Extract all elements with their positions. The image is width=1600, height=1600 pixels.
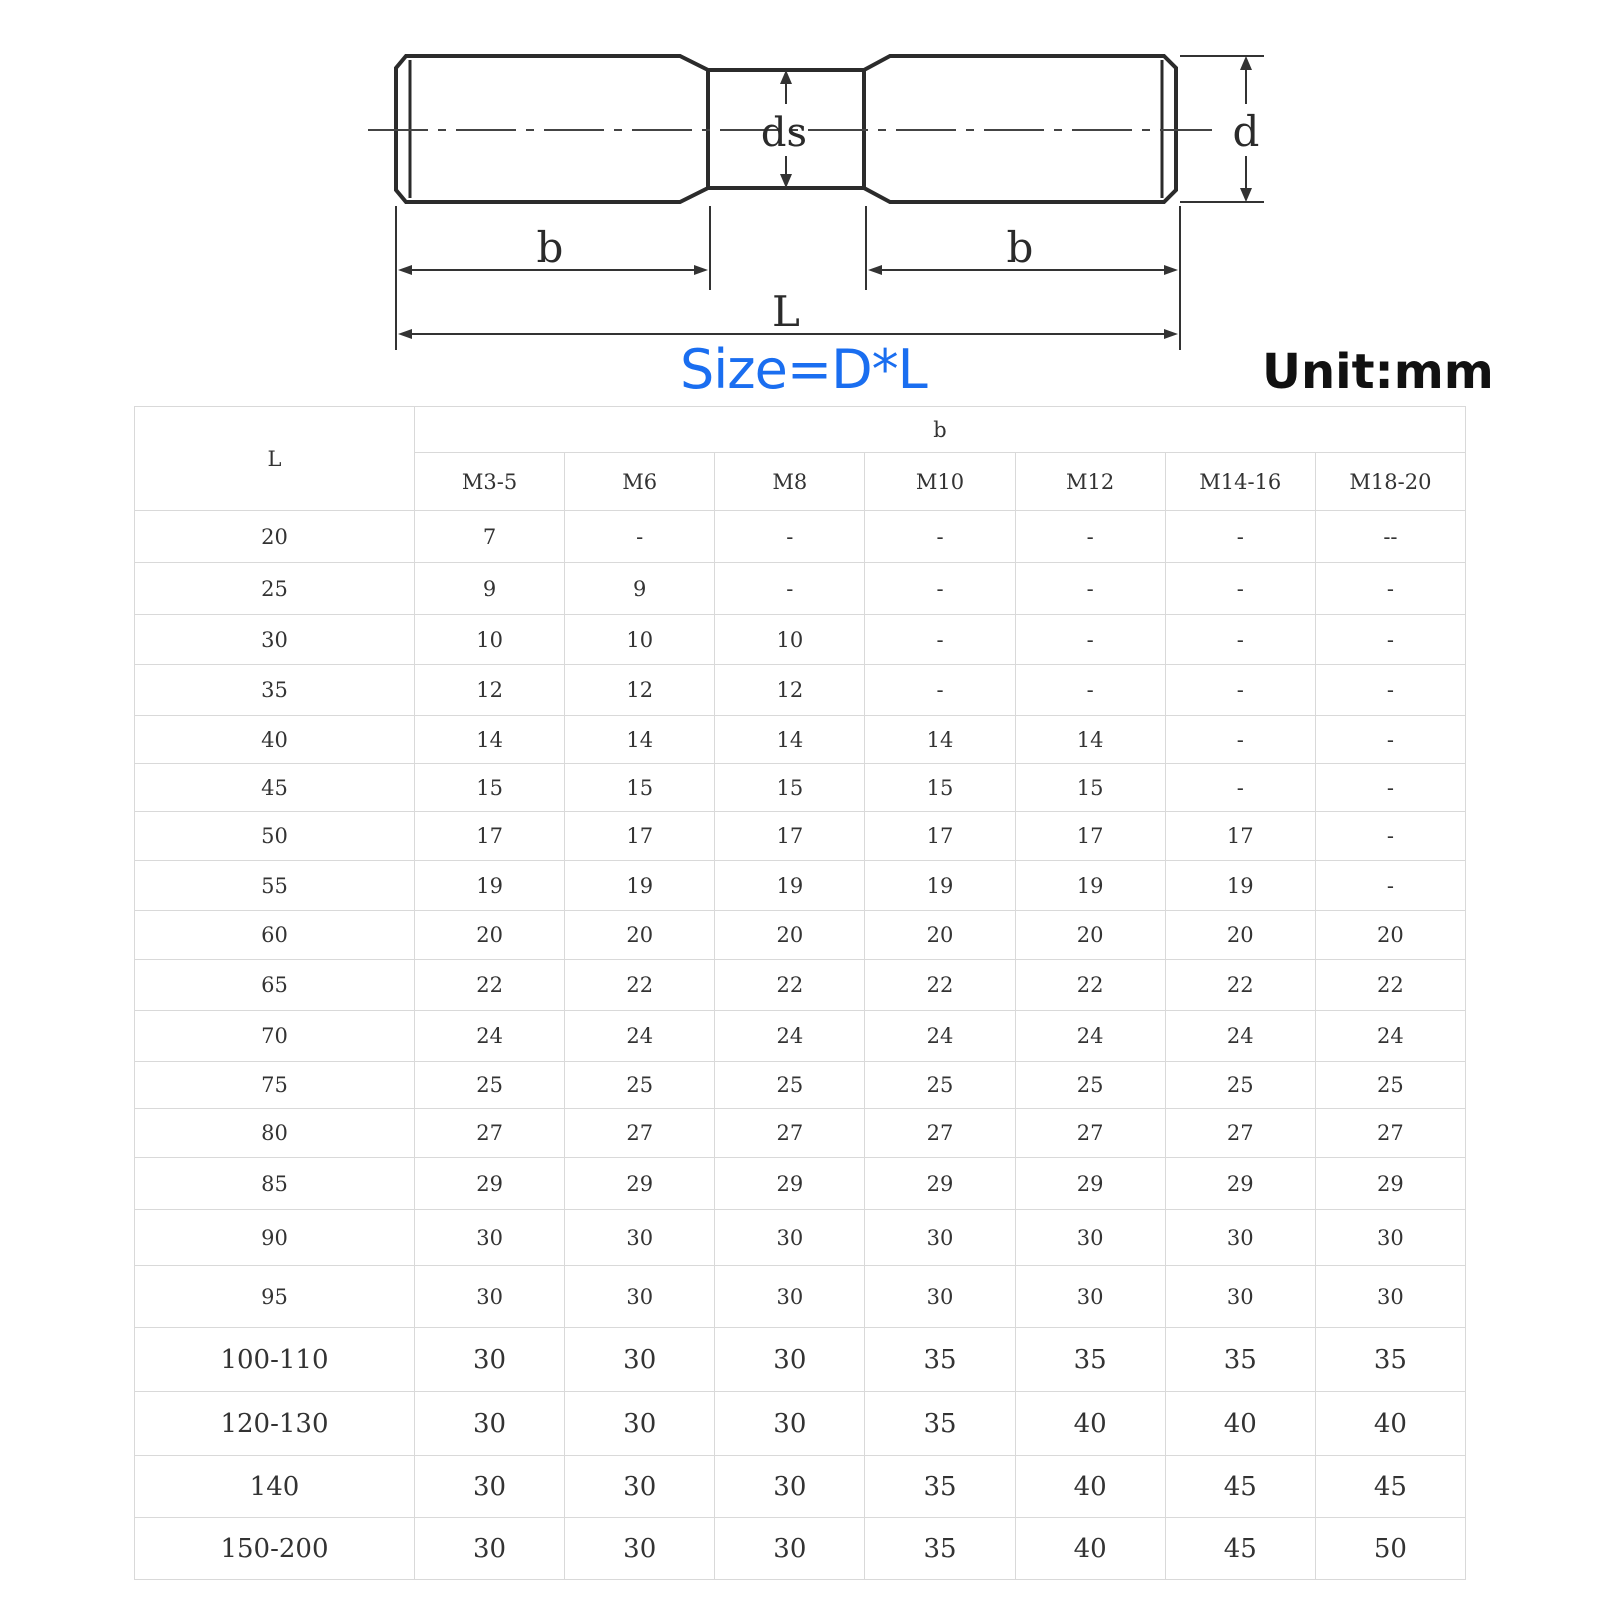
b-left-label: b <box>536 223 564 272</box>
thread-length-cell: 15 <box>715 764 865 812</box>
thread-length-cell: 24 <box>1015 1011 1165 1062</box>
thread-length-cell: 10 <box>415 615 565 665</box>
d-label: d <box>1232 107 1260 156</box>
thread-length-cell: 20 <box>715 911 865 960</box>
thread-length-cell: - <box>565 511 715 563</box>
thread-length-cell: - <box>715 563 865 615</box>
thread-length-cell: 17 <box>565 812 715 861</box>
thread-length-cell: 22 <box>565 960 715 1011</box>
thread-length-cell: 12 <box>565 665 715 716</box>
thread-length-cell: 29 <box>865 1158 1015 1210</box>
row-header-L: L <box>135 407 415 511</box>
thread-length-cell: - <box>715 511 865 563</box>
row-length-cell: 85 <box>135 1158 415 1210</box>
thread-length-cell: 45 <box>1165 1518 1315 1580</box>
thread-length-cell: 30 <box>1165 1210 1315 1266</box>
thread-length-cell: 14 <box>715 716 865 764</box>
thread-length-cell: 25 <box>565 1062 715 1109</box>
row-length-cell: 40 <box>135 716 415 764</box>
column-header: M12 <box>1015 453 1165 511</box>
row-length-cell: 80 <box>135 1109 415 1158</box>
thread-length-cell: 20 <box>1015 911 1165 960</box>
thread-length-cell: 29 <box>1165 1158 1315 1210</box>
thread-length-cell: 14 <box>865 716 1015 764</box>
thread-length-cell: 35 <box>1015 1328 1165 1392</box>
thread-length-cell: 25 <box>715 1062 865 1109</box>
thread-length-cell: 19 <box>565 861 715 911</box>
thread-length-cell: 30 <box>565 1518 715 1580</box>
column-header: M3-5 <box>415 453 565 511</box>
unit-label: Unit:mm <box>1262 344 1494 400</box>
thread-length-cell: 27 <box>1015 1109 1165 1158</box>
thread-length-cell: 22 <box>865 960 1015 1011</box>
table-row <box>135 563 1466 615</box>
thread-length-cell: 22 <box>415 960 565 1011</box>
thread-length-cell: 12 <box>415 665 565 716</box>
row-length-cell: 75 <box>135 1062 415 1109</box>
thread-length-cell: 22 <box>1015 960 1165 1011</box>
thread-length-cell: 17 <box>1015 812 1165 861</box>
thread-length-cell: 30 <box>415 1266 565 1328</box>
thread-length-cell: 30 <box>1315 1266 1465 1328</box>
thread-length-cell: 27 <box>565 1109 715 1158</box>
thread-length-cell: 24 <box>865 1011 1015 1062</box>
thread-length-cell: 35 <box>865 1328 1015 1392</box>
thread-length-cell: 25 <box>1165 1062 1315 1109</box>
table-row <box>135 1518 1466 1580</box>
thread-length-cell: - <box>1165 665 1315 716</box>
thread-length-cell: 25 <box>415 1062 565 1109</box>
column-header: M18-20 <box>1315 453 1465 511</box>
thread-length-cell: 30 <box>865 1266 1015 1328</box>
column-header: M6 <box>565 453 715 511</box>
thread-length-cell: 27 <box>715 1109 865 1158</box>
thread-length-cell: - <box>865 511 1015 563</box>
size-formula-label: Size=D*L <box>680 338 927 401</box>
group-header-b: b <box>415 407 1466 453</box>
thread-length-cell: 20 <box>1165 911 1315 960</box>
table-row <box>135 911 1466 960</box>
table-row <box>135 665 1466 716</box>
thread-length-cell: 25 <box>1015 1062 1165 1109</box>
table-row <box>135 1062 1466 1109</box>
thread-length-cell: - <box>865 563 1015 615</box>
thread-length-cell: 17 <box>715 812 865 861</box>
table-row <box>135 1328 1466 1392</box>
thread-length-cell: 17 <box>1165 812 1315 861</box>
thread-length-cell: 20 <box>415 911 565 960</box>
thread-length-cell: 30 <box>715 1210 865 1266</box>
thread-length-cell: 9 <box>565 563 715 615</box>
thread-length-cell: - <box>1315 764 1465 812</box>
thread-length-cell: 30 <box>565 1392 715 1456</box>
thread-length-cell: 30 <box>415 1456 565 1518</box>
thread-length-cell: 30 <box>715 1518 865 1580</box>
thread-length-cell: 22 <box>1315 960 1465 1011</box>
thread-length-cell: 24 <box>1165 1011 1315 1062</box>
thread-length-cell: - <box>1315 563 1465 615</box>
thread-length-cell: - <box>1165 716 1315 764</box>
thread-length-cell: 30 <box>715 1392 865 1456</box>
thread-length-cell: 40 <box>1015 1518 1165 1580</box>
row-length-cell: 70 <box>135 1011 415 1062</box>
thread-length-cell: 27 <box>415 1109 565 1158</box>
thread-length-cell: 30 <box>715 1456 865 1518</box>
thread-length-cell: - <box>1315 615 1465 665</box>
thread-length-cell: 19 <box>415 861 565 911</box>
thread-length-cell: 29 <box>1015 1158 1165 1210</box>
thread-length-cell: - <box>1015 511 1165 563</box>
table-row <box>135 960 1466 1011</box>
table-row <box>135 764 1466 812</box>
thread-length-cell: - <box>1315 812 1465 861</box>
thread-length-cell: 35 <box>1315 1328 1465 1392</box>
thread-length-cell: 17 <box>415 812 565 861</box>
thread-length-cell: 14 <box>565 716 715 764</box>
row-length-cell: 45 <box>135 764 415 812</box>
row-length-cell: 20 <box>135 511 415 563</box>
thread-length-cell: 30 <box>865 1210 1015 1266</box>
thread-length-cell: 35 <box>865 1392 1015 1456</box>
row-length-cell: 90 <box>135 1210 415 1266</box>
thread-length-cell: 30 <box>565 1328 715 1392</box>
thread-length-cell: - <box>1015 615 1165 665</box>
thread-length-cell: 24 <box>415 1011 565 1062</box>
thread-length-cell: 40 <box>1315 1392 1465 1456</box>
thread-length-cell: 17 <box>865 812 1015 861</box>
column-header: M10 <box>865 453 1015 511</box>
thread-length-cell: 7 <box>415 511 565 563</box>
thread-length-cell: 29 <box>1315 1158 1465 1210</box>
thread-length-cell: 24 <box>1315 1011 1465 1062</box>
row-length-cell: 60 <box>135 911 415 960</box>
row-length-cell: 140 <box>135 1456 415 1518</box>
thread-length-cell: 30 <box>565 1456 715 1518</box>
thread-length-cell: 30 <box>1165 1266 1315 1328</box>
row-length-cell: 100-110 <box>135 1328 415 1392</box>
thread-length-cell: 19 <box>715 861 865 911</box>
table-row <box>135 1011 1466 1062</box>
thread-length-cell: 30 <box>1015 1210 1165 1266</box>
thread-length-cell: 45 <box>1165 1456 1315 1518</box>
thread-length-cell: - <box>1165 511 1315 563</box>
thread-length-cell: 15 <box>1015 764 1165 812</box>
thread-length-cell: 29 <box>565 1158 715 1210</box>
thread-length-cell: - <box>1015 563 1165 615</box>
thread-length-cell: 40 <box>1015 1392 1165 1456</box>
row-length-cell: 95 <box>135 1266 415 1328</box>
thread-length-cell: 35 <box>1165 1328 1315 1392</box>
thread-length-cell: 30 <box>1315 1210 1465 1266</box>
thread-length-cell: 14 <box>1015 716 1165 764</box>
thread-length-cell: - <box>865 615 1015 665</box>
thread-length-cell: 24 <box>565 1011 715 1062</box>
thread-length-cell: 20 <box>1315 911 1465 960</box>
thread-length-cell: - <box>1015 665 1165 716</box>
row-length-cell: 30 <box>135 615 415 665</box>
thread-length-cell: 24 <box>715 1011 865 1062</box>
thread-length-cell: 10 <box>715 615 865 665</box>
dimension-table <box>134 406 1466 1580</box>
thread-length-cell: 45 <box>1315 1456 1465 1518</box>
table-row <box>135 812 1466 861</box>
thread-length-cell: 35 <box>865 1456 1015 1518</box>
thread-length-cell: - <box>1165 615 1315 665</box>
table-row <box>135 1109 1466 1158</box>
b-right-label: b <box>1006 223 1034 272</box>
row-length-cell: 50 <box>135 812 415 861</box>
thread-length-cell: - <box>1315 861 1465 911</box>
table-row <box>135 615 1466 665</box>
table-row <box>135 1210 1466 1266</box>
row-length-cell: 150-200 <box>135 1518 415 1580</box>
table-body <box>135 511 1466 1580</box>
ds-label: ds <box>760 110 808 156</box>
thread-length-cell: - <box>1165 764 1315 812</box>
thread-length-cell: 30 <box>565 1210 715 1266</box>
row-length-cell: 35 <box>135 665 415 716</box>
thread-length-cell: 20 <box>565 911 715 960</box>
thread-length-cell: - <box>1315 665 1465 716</box>
row-length-cell: 55 <box>135 861 415 911</box>
thread-length-cell: 12 <box>715 665 865 716</box>
thread-length-cell: 27 <box>1315 1109 1465 1158</box>
thread-length-cell: 9 <box>415 563 565 615</box>
thread-length-cell: 30 <box>415 1328 565 1392</box>
thread-length-cell: 14 <box>415 716 565 764</box>
thread-length-cell: 19 <box>865 861 1015 911</box>
thread-length-cell: 40 <box>1165 1392 1315 1456</box>
stud-bolt-drawing <box>0 0 1600 360</box>
thread-length-cell: 15 <box>865 764 1015 812</box>
thread-length-cell: 30 <box>415 1210 565 1266</box>
thread-length-cell: 22 <box>715 960 865 1011</box>
thread-length-cell: 15 <box>415 764 565 812</box>
thread-length-cell: 10 <box>565 615 715 665</box>
thread-length-cell: -- <box>1315 511 1465 563</box>
thread-length-cell: 29 <box>415 1158 565 1210</box>
thread-length-cell: - <box>1165 563 1315 615</box>
thread-length-cell: 30 <box>715 1328 865 1392</box>
table-row <box>135 511 1466 563</box>
dimension-table-container <box>134 406 1466 1580</box>
table-row <box>135 1392 1466 1456</box>
thread-length-cell: 30 <box>715 1266 865 1328</box>
thread-length-cell: 15 <box>565 764 715 812</box>
thread-length-cell: 25 <box>865 1062 1015 1109</box>
thread-length-cell: 20 <box>865 911 1015 960</box>
L-label: L <box>772 287 800 336</box>
column-header: M14-16 <box>1165 453 1315 511</box>
table-row <box>135 1456 1466 1518</box>
thread-length-cell: 30 <box>415 1392 565 1456</box>
thread-length-cell: 30 <box>1015 1266 1165 1328</box>
table-row <box>135 1266 1466 1328</box>
thread-length-cell: 50 <box>1315 1518 1465 1580</box>
thread-length-cell: 19 <box>1165 861 1315 911</box>
thread-length-cell: 40 <box>1015 1456 1165 1518</box>
thread-length-cell: 22 <box>1165 960 1315 1011</box>
thread-length-cell: 30 <box>415 1518 565 1580</box>
thread-length-cell: 30 <box>565 1266 715 1328</box>
thread-length-cell: 27 <box>865 1109 1015 1158</box>
thread-length-cell: - <box>1315 716 1465 764</box>
table-row <box>135 1158 1466 1210</box>
thread-length-cell: 25 <box>1315 1062 1465 1109</box>
row-length-cell: 25 <box>135 563 415 615</box>
thread-length-cell: 35 <box>865 1518 1015 1580</box>
thread-length-cell: - <box>865 665 1015 716</box>
row-length-cell: 65 <box>135 960 415 1011</box>
table-row <box>135 716 1466 764</box>
table-row <box>135 861 1466 911</box>
thread-length-cell: 29 <box>715 1158 865 1210</box>
column-header: M8 <box>715 453 865 511</box>
thread-length-cell: 27 <box>1165 1109 1315 1158</box>
thread-length-cell: 19 <box>1015 861 1165 911</box>
row-length-cell: 120-130 <box>135 1392 415 1456</box>
